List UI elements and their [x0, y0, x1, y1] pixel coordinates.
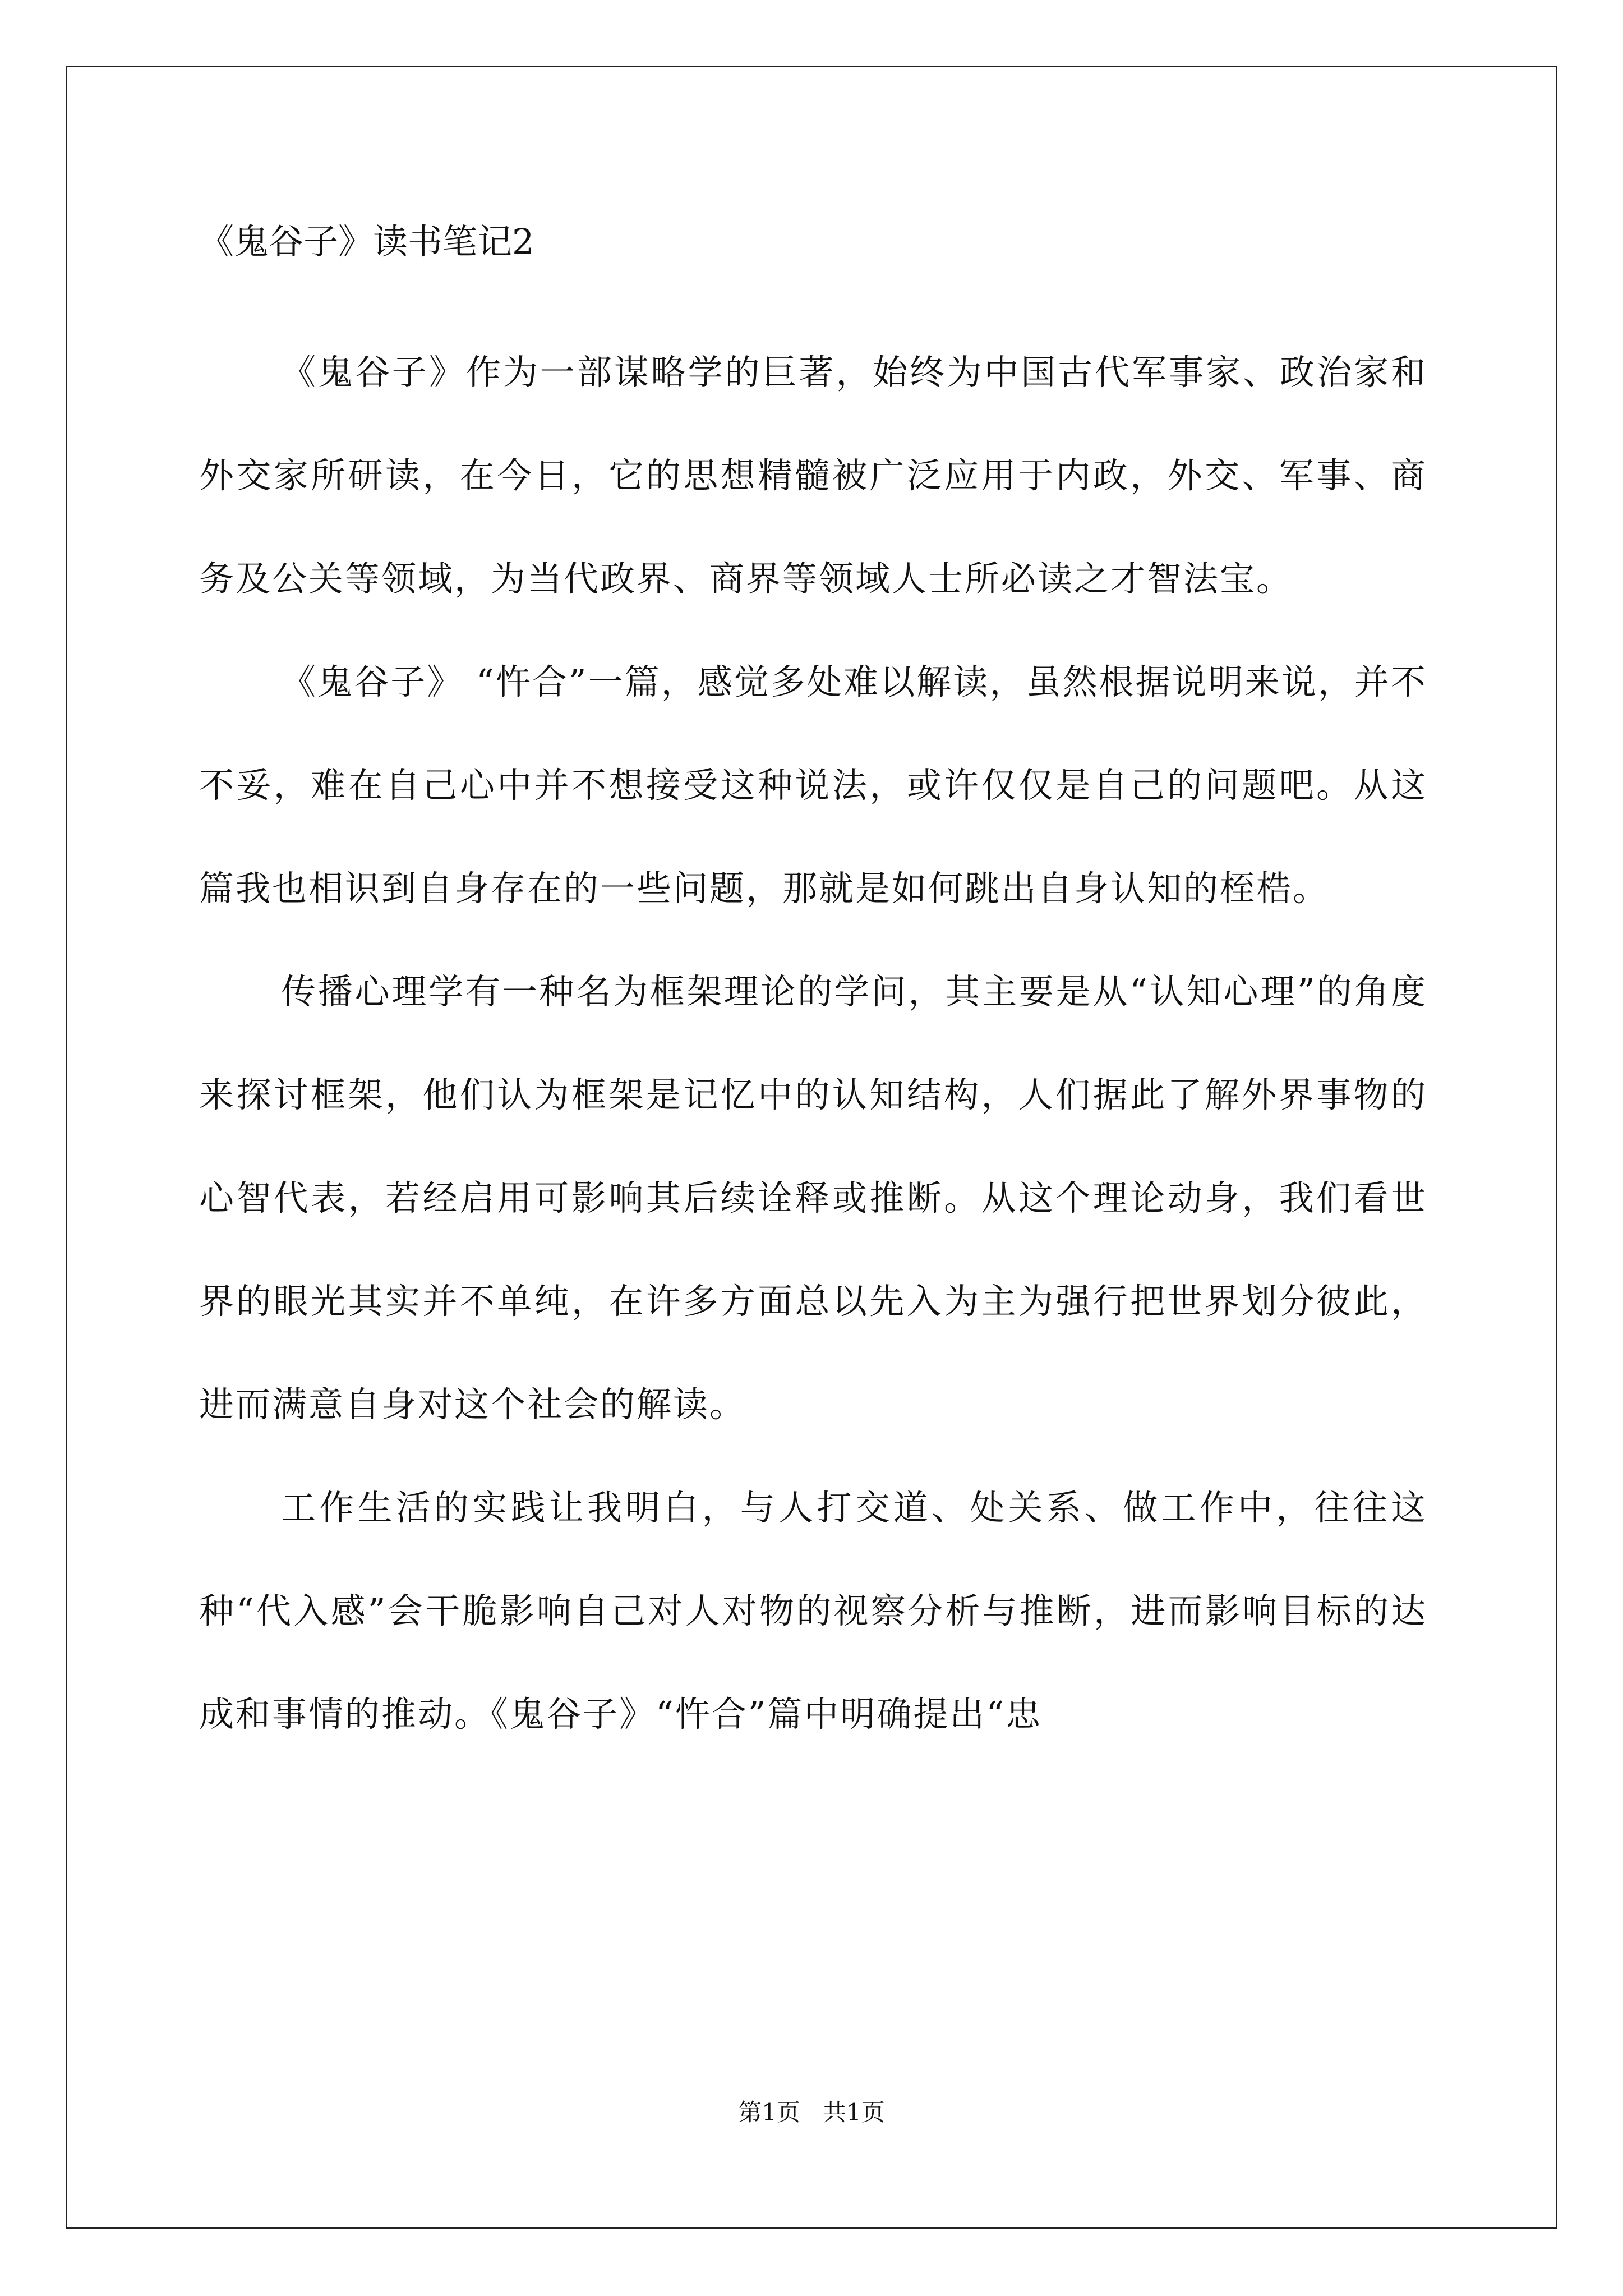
page-footer: 第1页 共1页	[738, 2099, 885, 2126]
paragraph-4: 工作生活的实践让我明白，与人打交道、处关系、做工作中，往往这种“代入感”会干脆影响自己对人对物的视察分析与推断，进而影响目标的达成和事情的推动。《鬼谷子》“忤合”篇中明确提出“忠	[199, 1487, 1427, 1734]
paragraph-1: 《鬼谷子》作为一部谋略学的巨著，始终为中国古代军事家、政治家和外交家所研读，在今日，它的思想精髓被广泛应用于内政，外交、军事、商务及公关等领域，为当代政界、商界等领域人士所必读之才智法宝。	[199, 352, 1427, 599]
paragraph-2: 《鬼谷子》 “忤合”一篇，感觉多处难以解读，虽然根据说明来说，并不不妥，难在自己心中并不想接受这种说法，或许仅仅是自己的问题吧。从这篇我也相识到自身存在的一些问题，那就是如何跳出自身认知的桎梏。	[199, 661, 1427, 909]
document-title: 《鬼谷子》读书笔记2	[199, 221, 534, 262]
document-body	[199, 217, 1427, 1766]
paragraph-3: 传播心理学有一种名为框架理论的学问，其主要是从“认知心理”的角度来探讨框架，他们认为框架是记忆中的认知结构，人们据此了解外界事物的心智代表，若经启用可影响其后续诠释或推断。从这个理论动身，我们看世界的眼光其实并不单纯，在许多方面总以先入为主为强行把世界划分彼此，进而满意自身对这个社会的解读。	[199, 971, 1427, 1425]
